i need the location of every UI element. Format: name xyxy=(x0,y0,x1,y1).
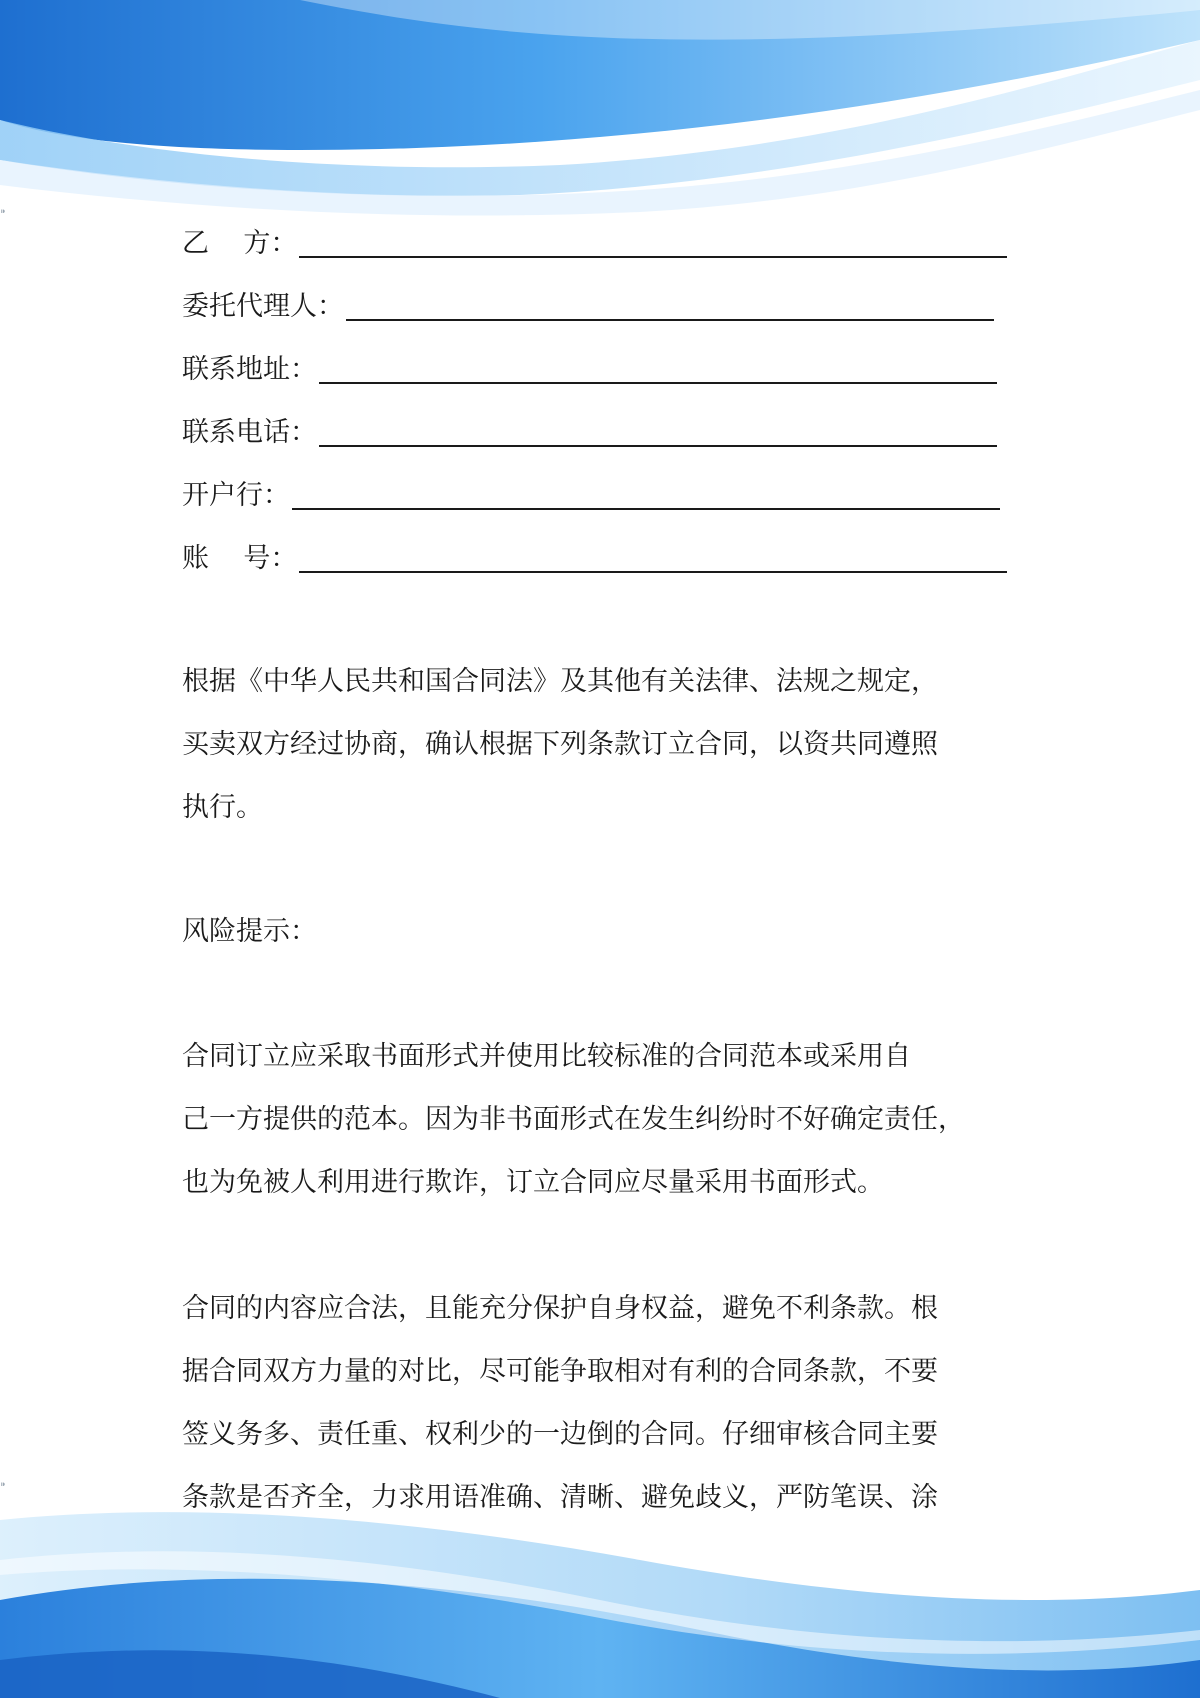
field-label: 联系电话： xyxy=(182,417,317,448)
text-line: 己一方提供的范本。因为非书面形式在发生纠纷时不好确定责任， xyxy=(182,1104,965,1135)
field-label: 联系地址： xyxy=(182,354,317,385)
text-line: 根据《中华人民共和国合同法》及其他有关法律、法规之规定， xyxy=(182,666,938,697)
heading-text: 风险提示： xyxy=(182,916,317,947)
text-line: 也为免被人利用进行欺诈，订立合同应尽量采用书面形式。 xyxy=(182,1167,884,1198)
text-line: 执行。 xyxy=(182,792,263,823)
text-line: 合同订立应采取书面形式并使用比较标准的合同范本或采用自 xyxy=(182,1041,911,1072)
field-address xyxy=(182,348,997,388)
field-bank xyxy=(182,474,1000,514)
field-label: 开户行： xyxy=(182,480,290,511)
field-label: 账 号： xyxy=(182,543,298,574)
risk-paragraph-1 xyxy=(182,1025,1022,1214)
risk-heading xyxy=(182,900,1022,963)
field-label: 委托代理人： xyxy=(182,291,344,322)
field-label: 乙 方： xyxy=(182,228,298,259)
fill-in-line[interactable] xyxy=(319,417,997,447)
fill-in-line[interactable] xyxy=(319,354,997,384)
text-line: 条款是否齐全，力求用语准确、清晰、避免歧义，严防笔误、涂 xyxy=(182,1482,938,1513)
field-party-b xyxy=(182,222,1007,262)
fill-in-line[interactable] xyxy=(292,480,1000,510)
fill-in-line[interactable] xyxy=(299,543,1007,573)
intro-paragraph xyxy=(182,650,1022,839)
field-account xyxy=(182,537,1007,577)
text-line: 据合同双方力量的对比，尽可能争取相对有利的合同条款，不要 xyxy=(182,1356,938,1387)
margin-mark-bottom: ⁍ xyxy=(0,1478,6,1492)
text-line: 签义务多、责任重、权利少的一边倒的合同。仔细审核合同主要 xyxy=(182,1419,938,1450)
field-agent xyxy=(182,285,994,325)
risk-paragraph-2 xyxy=(182,1277,1022,1529)
text-line: 合同的内容应合法，且能充分保护自身权益，避免不利条款。根 xyxy=(182,1293,938,1324)
margin-mark-top: ⁍ xyxy=(0,205,6,219)
fill-in-line[interactable] xyxy=(346,291,994,321)
text-line: 买卖双方经过协商，确认根据下列条款订立合同，以资共同遵照 xyxy=(182,729,938,760)
fill-in-line[interactable] xyxy=(299,228,1007,258)
field-phone xyxy=(182,411,997,451)
